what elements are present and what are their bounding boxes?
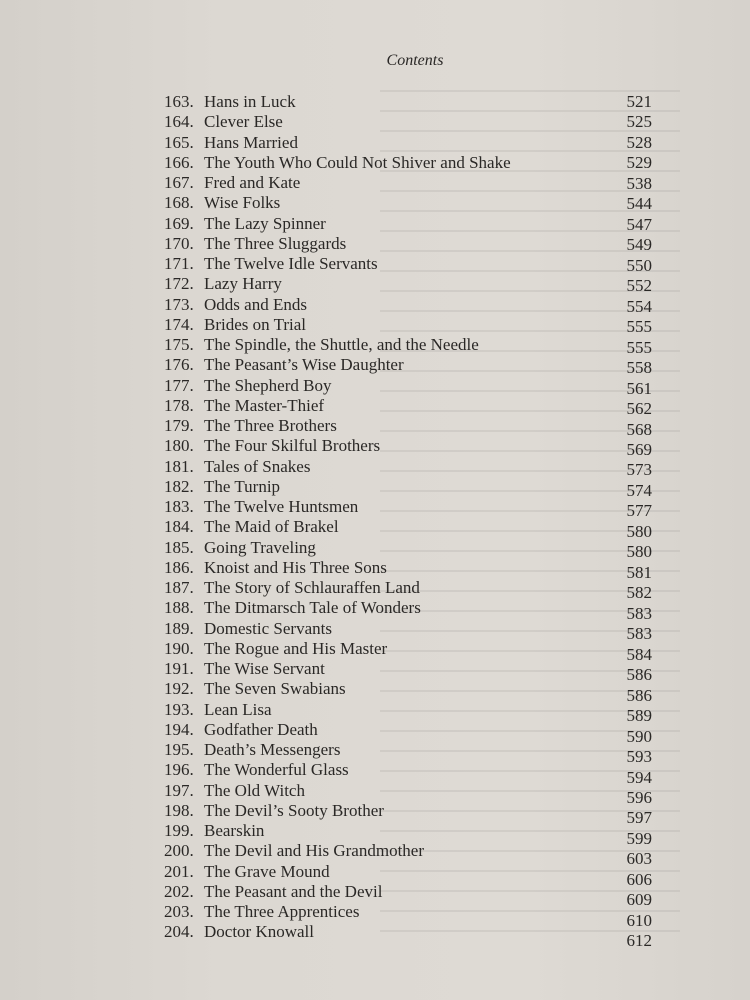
page-header: Contents <box>386 52 444 69</box>
toc-entry <box>164 679 684 705</box>
entry-page: 580 <box>626 521 652 541</box>
entry-title: Lean Lisa <box>204 699 272 719</box>
entry-number: 191. <box>164 659 194 678</box>
toc-entry <box>164 922 684 951</box>
entry-number: 176. <box>164 355 194 375</box>
toc-entry <box>164 780 684 807</box>
entry-title: Godfather Death <box>204 719 318 739</box>
table-of-contents <box>164 92 684 951</box>
entry-number: 194. <box>164 719 194 739</box>
entry-title: Hans Married <box>204 132 298 152</box>
entry-title: Knoist and His Three Sons <box>204 557 387 577</box>
toc-entry <box>164 699 684 726</box>
toc-entry <box>164 740 684 767</box>
entry-title: Bearskin <box>204 821 265 840</box>
entry-number: 187. <box>164 578 194 597</box>
entry-page: 550 <box>626 255 652 275</box>
entry-page: 590 <box>626 726 652 746</box>
toc-entry <box>164 821 684 848</box>
entry-page: 555 <box>626 317 652 337</box>
entry-number: 184. <box>164 517 194 537</box>
toc-entry <box>164 274 684 294</box>
entry-number: 186. <box>164 557 194 577</box>
entry-page: 603 <box>626 849 652 869</box>
entry-title: The Lazy Spinner <box>204 213 326 233</box>
entry-number: 175. <box>164 335 194 354</box>
toc-entry <box>164 335 684 355</box>
entry-number: 165. <box>164 132 194 152</box>
entry-number: 169. <box>164 213 194 233</box>
entry-number: 172. <box>164 274 194 294</box>
entry-number: 180. <box>164 436 194 456</box>
entry-title: The Twelve Idle Servants <box>204 254 378 273</box>
entry-title: Domestic Servants <box>204 618 332 638</box>
entry-title: The Turnip <box>204 476 281 496</box>
entry-title: The Spindle, the Shuttle, and the Needle <box>204 335 479 354</box>
entry-page: 568 <box>626 419 652 439</box>
toc-entry <box>164 153 684 173</box>
entry-title: Clever Else <box>204 112 283 132</box>
entry-page: 580 <box>626 542 652 562</box>
entry-title: The Wonderful Glass <box>204 760 349 780</box>
entry-page: 561 <box>626 378 652 398</box>
entry-title: The Grave Mound <box>204 861 330 881</box>
entry-title: The Maid of Brakel <box>204 517 339 537</box>
entry-page: 573 <box>626 460 652 480</box>
entry-number: 193. <box>164 699 194 719</box>
entry-page: 574 <box>626 480 652 500</box>
toc-entry <box>164 376 684 396</box>
toc-entry <box>164 214 684 234</box>
entry-number: 173. <box>164 294 194 314</box>
entry-title: The Seven Swabians <box>204 679 346 699</box>
entry-number: 177. <box>164 375 194 395</box>
entry-page: 525 <box>626 112 652 132</box>
entry-page: 521 <box>626 92 652 111</box>
toc-entry <box>164 902 684 930</box>
entry-number: 204. <box>164 922 194 942</box>
toc-entry <box>164 355 684 378</box>
toc-entry <box>164 760 684 787</box>
entry-number: 192. <box>164 679 194 699</box>
entry-page: 584 <box>626 644 652 664</box>
entry-number: 197. <box>164 780 194 800</box>
toc-entry <box>164 92 684 112</box>
entry-page: 562 <box>626 399 652 419</box>
toc-entry <box>164 861 684 889</box>
entry-page: 596 <box>626 787 652 807</box>
toc-entry <box>164 112 684 132</box>
entry-title: Doctor Knowall <box>204 922 315 942</box>
toc-entry <box>164 476 684 500</box>
toc-entry <box>164 173 684 193</box>
entry-title: Fred and Kate <box>204 173 301 192</box>
toc-entry <box>164 537 684 562</box>
entry-page: 609 <box>626 890 652 910</box>
entry-number: 201. <box>164 861 194 881</box>
entry-page: 547 <box>626 214 652 234</box>
entry-title: Odds and Ends <box>204 294 307 314</box>
toc-entry <box>164 395 684 419</box>
toc-entry <box>164 234 684 254</box>
entry-page: 599 <box>626 828 652 848</box>
toc-entry <box>164 517 684 541</box>
toc-entry <box>164 800 684 828</box>
entry-number: 164. <box>164 112 194 132</box>
entry-page: 586 <box>626 685 652 705</box>
entry-title: Hans in Luck <box>204 92 296 111</box>
entry-title: The Three Sluggards <box>204 233 347 253</box>
entry-page: 554 <box>626 296 652 316</box>
entry-page: 594 <box>626 767 652 787</box>
entry-page: 544 <box>626 194 652 214</box>
entry-number: 170. <box>164 233 194 253</box>
entry-title: The Youth Who Could Not Shiver and Shake <box>204 152 511 172</box>
entry-number: 178. <box>164 395 194 415</box>
toc-entry <box>164 719 684 746</box>
toc-entry <box>164 416 684 439</box>
entry-page: 558 <box>626 358 652 378</box>
entry-page: 586 <box>626 665 652 685</box>
entry-page: 549 <box>626 235 652 255</box>
toc-entry <box>164 618 684 644</box>
entry-number: 198. <box>164 800 194 820</box>
entry-title: The Peasant’s Wise Daughter <box>204 355 404 375</box>
entry-page: 529 <box>626 153 652 173</box>
entry-page: 582 <box>626 583 652 603</box>
entry-number: 174. <box>164 314 194 334</box>
entry-number: 195. <box>164 740 194 759</box>
entry-number: 196. <box>164 760 194 780</box>
entry-title: The Rogue and His Master <box>204 638 388 658</box>
entry-title: The Twelve Huntsmen <box>204 497 359 516</box>
entry-page: 583 <box>626 624 652 644</box>
entry-title: The Ditmarsch Tale of Wonders <box>204 598 421 618</box>
entry-number: 167. <box>164 173 194 192</box>
entry-number: 202. <box>164 881 194 901</box>
entry-page: 552 <box>626 276 652 296</box>
entry-page: 597 <box>626 808 652 828</box>
entry-title: The Old Witch <box>204 780 305 800</box>
entry-page: 538 <box>626 173 652 193</box>
toc-entry <box>164 497 684 521</box>
entry-number: 163. <box>164 92 194 111</box>
entry-page: 610 <box>626 910 652 930</box>
entry-title: The Master-Thief <box>204 395 325 415</box>
entry-number: 190. <box>164 638 194 658</box>
entry-title: The Shepherd Boy <box>204 375 332 395</box>
entry-number: 171. <box>164 254 194 273</box>
entry-page: 577 <box>626 501 652 521</box>
toc-entry <box>164 436 684 459</box>
toc-entry <box>164 193 684 213</box>
toc-entry <box>164 598 684 623</box>
entry-number: 166. <box>164 152 194 172</box>
entry-title: Death’s Messengers <box>204 740 341 759</box>
entry-number: 200. <box>164 841 194 861</box>
entry-page: 593 <box>626 747 652 767</box>
entry-number: 188. <box>164 598 194 618</box>
toc-entry <box>164 456 684 480</box>
toc-entry <box>164 578 684 603</box>
toc-entry <box>164 841 684 869</box>
toc-entry <box>164 638 684 664</box>
entry-title: The Wise Servant <box>204 659 325 678</box>
entry-page: 612 <box>626 931 652 951</box>
entry-page: 606 <box>626 869 652 889</box>
entry-page: 581 <box>626 562 652 582</box>
entry-number: 168. <box>164 193 194 213</box>
entry-title: The Devil and His Grandmother <box>204 841 424 861</box>
entry-title: The Peasant and the Devil <box>204 881 383 901</box>
entry-title: The Three Brothers <box>204 416 337 435</box>
entry-title: Going Traveling <box>204 537 316 557</box>
entry-number: 179. <box>164 416 194 435</box>
toc-entry <box>164 557 684 582</box>
entry-page: 589 <box>626 706 652 726</box>
entry-page: 555 <box>626 337 652 357</box>
toc-entry <box>164 254 684 274</box>
entry-page: 583 <box>626 603 652 623</box>
toc-entry <box>164 881 684 910</box>
entry-page: 569 <box>626 439 652 459</box>
entry-number: 185. <box>164 537 194 557</box>
entry-title: Brides on Trial <box>204 314 307 334</box>
entry-title: Lazy Harry <box>204 274 282 294</box>
entry-number: 199. <box>164 821 194 840</box>
entry-title: Wise Folks <box>204 193 281 213</box>
entry-title: The Story of Schlauraffen Land <box>204 578 420 597</box>
entry-number: 182. <box>164 476 194 496</box>
entry-title: The Three Apprentices <box>204 902 360 921</box>
toc-entry <box>164 295 684 315</box>
entry-title: Tales of Snakes <box>204 456 311 476</box>
entry-title: The Four Skilful Brothers <box>204 436 381 456</box>
toc-entry <box>164 659 684 685</box>
entry-number: 183. <box>164 497 194 516</box>
entry-number: 203. <box>164 902 194 921</box>
entry-page: 528 <box>626 132 652 152</box>
entry-number: 181. <box>164 456 194 476</box>
toc-entry <box>164 315 684 335</box>
entry-number: 189. <box>164 618 194 638</box>
entry-title: The Devil’s Sooty Brother <box>204 800 384 820</box>
toc-entry <box>164 133 684 153</box>
